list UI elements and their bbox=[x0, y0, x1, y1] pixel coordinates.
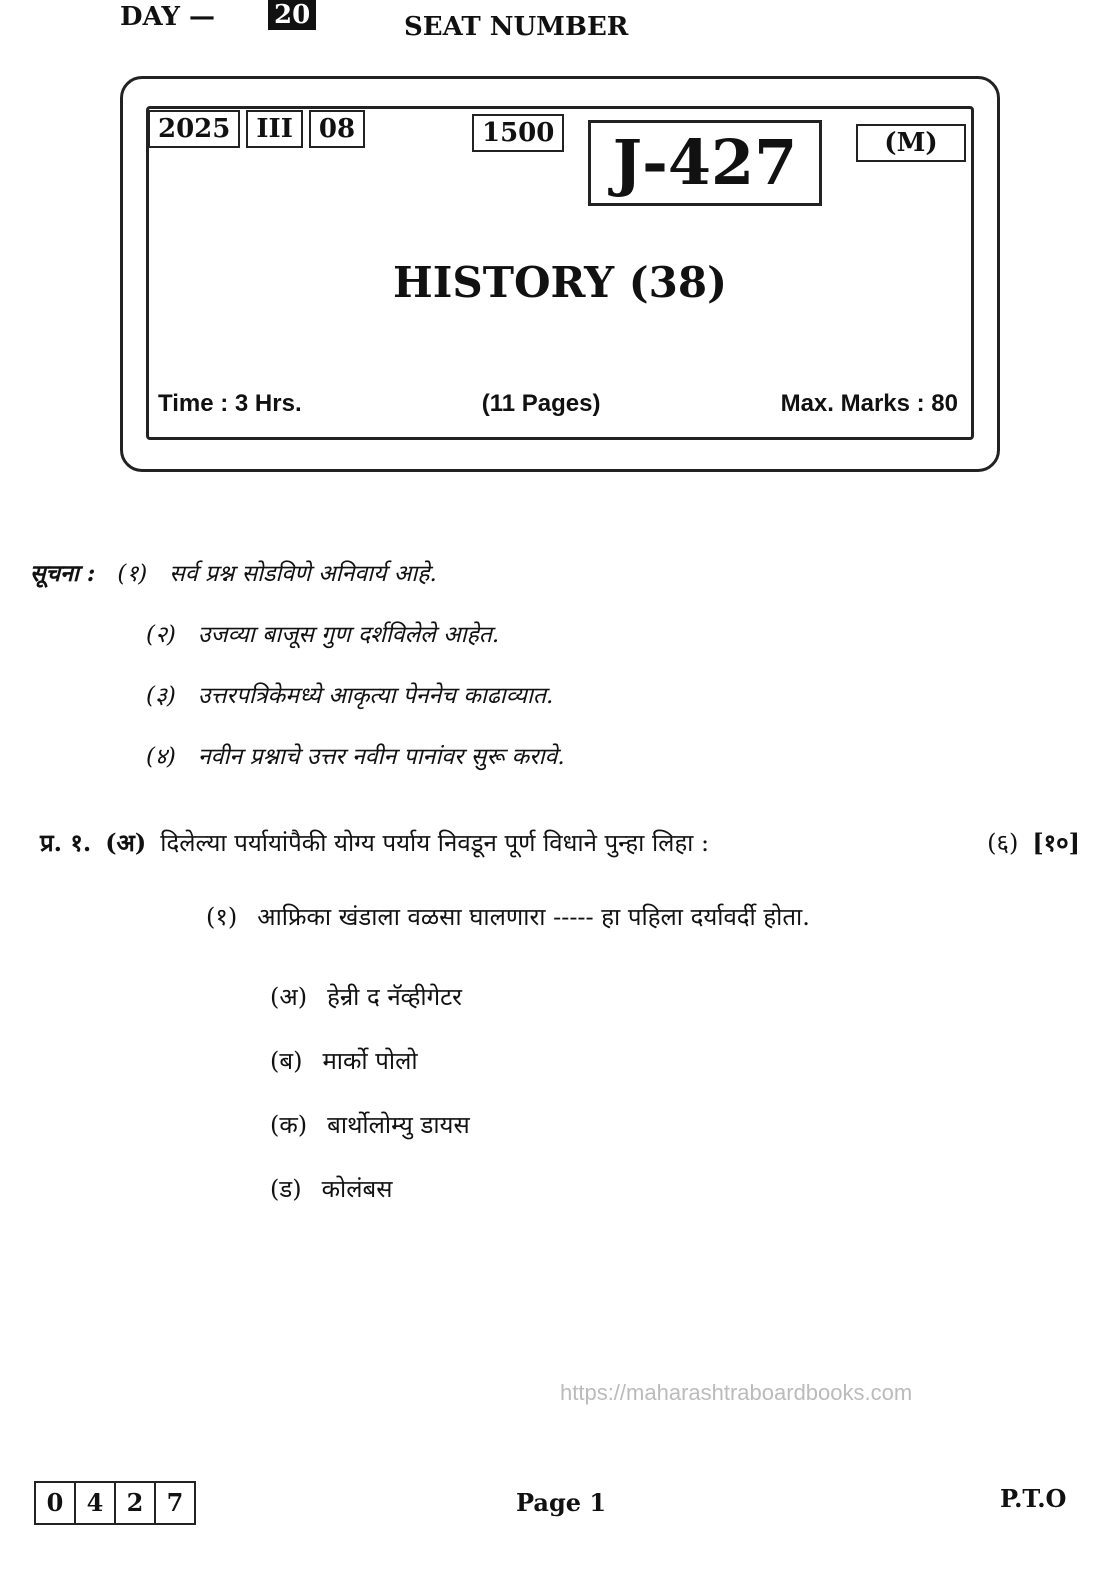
option-label: (ड) bbox=[270, 1175, 302, 1203]
option-row bbox=[270, 1044, 418, 1077]
option-label: (अ) bbox=[270, 983, 308, 1011]
instruction-row bbox=[146, 739, 565, 771]
page-number: Page 1 bbox=[516, 1488, 607, 1517]
option-row bbox=[270, 1172, 392, 1205]
subquestion-text: आफ्रिका खंडाला वळसा घालणारा ----- हा पहिला दर्यावर्दी होता. bbox=[257, 903, 810, 931]
instruction-row bbox=[146, 617, 499, 649]
instruction-row bbox=[146, 678, 553, 710]
instruction-text: नवीन प्रश्नाचे उत्तर नवीन पानांवर सुरू करावे. bbox=[197, 744, 565, 770]
roman-cell: III bbox=[246, 110, 303, 148]
instruction-num: (३) bbox=[146, 683, 176, 709]
paper-code: J-427 bbox=[588, 120, 822, 206]
code-digit: 7 bbox=[166, 1488, 184, 1517]
subject-title: HISTORY (38) bbox=[393, 258, 727, 307]
code-digit: 4 bbox=[76, 1483, 116, 1523]
paper-meta-row bbox=[158, 390, 958, 418]
option-label: (ब) bbox=[270, 1047, 303, 1075]
option-text: मार्को पोलो bbox=[322, 1047, 418, 1075]
instructions-label: सूचना : bbox=[30, 560, 96, 587]
code-digit: 0 bbox=[36, 1483, 76, 1523]
question-number: प्र. १. bbox=[40, 828, 92, 857]
instruction-row bbox=[30, 556, 437, 588]
day-number: 20 bbox=[268, 0, 316, 30]
option-row bbox=[270, 980, 462, 1013]
instruction-num: (१) bbox=[117, 561, 148, 587]
question-total-marks: [१०] bbox=[1032, 828, 1080, 857]
code-digit: 2 bbox=[116, 1483, 156, 1523]
medium-cell: (M) bbox=[856, 124, 966, 162]
instruction-text: सर्व प्रश्न सोडविणे अनिवार्य आहे. bbox=[169, 561, 437, 587]
year-cell: 2025 bbox=[148, 110, 240, 148]
option-label: (क) bbox=[270, 1111, 308, 1139]
pto-label: P.T.O bbox=[1000, 1484, 1067, 1513]
instruction-text: उजव्या बाजूस गुण दर्शविलेले आहेत. bbox=[197, 622, 500, 648]
question-marks: (६) bbox=[987, 829, 1019, 857]
paper-code-boxes bbox=[34, 1481, 196, 1525]
instruction-num: (२) bbox=[146, 622, 176, 648]
subquestion-number: (१) bbox=[206, 903, 238, 931]
instruction-num: (४) bbox=[146, 744, 176, 770]
pages-label: (11 Pages) bbox=[481, 390, 601, 417]
watermark: https://maharashtraboardbooks.com bbox=[560, 1380, 913, 1405]
question-part: (अ) bbox=[105, 828, 147, 857]
subquestion bbox=[206, 900, 1026, 933]
paper-id-cells bbox=[148, 110, 365, 148]
question-header bbox=[40, 826, 1080, 859]
seat-number-label: SEAT NUMBER bbox=[404, 12, 629, 42]
option-row bbox=[270, 1108, 470, 1141]
code2-cell: 08 bbox=[309, 110, 365, 148]
option-text: हेन्री द नॅव्हीगेटर bbox=[327, 983, 462, 1011]
instruction-text: उत्तरपत्रिकेमध्ये आकृत्या पेननेच काढाव्यात. bbox=[197, 683, 554, 709]
question-text: दिलेल्या पर्यायांपैकी योग्य पर्याय निवडून पूर्ण विधाने पुन्हा लिहा : bbox=[160, 829, 710, 857]
max-marks-label: Max. Marks : 80 bbox=[780, 390, 958, 417]
day-label: DAY — bbox=[120, 2, 216, 32]
option-text: बार्थोलोम्यु डायस bbox=[327, 1111, 470, 1139]
count-cell: 1500 bbox=[472, 114, 564, 152]
time-label: Time : 3 Hrs. bbox=[158, 390, 302, 417]
option-text: कोलंबस bbox=[321, 1175, 393, 1203]
